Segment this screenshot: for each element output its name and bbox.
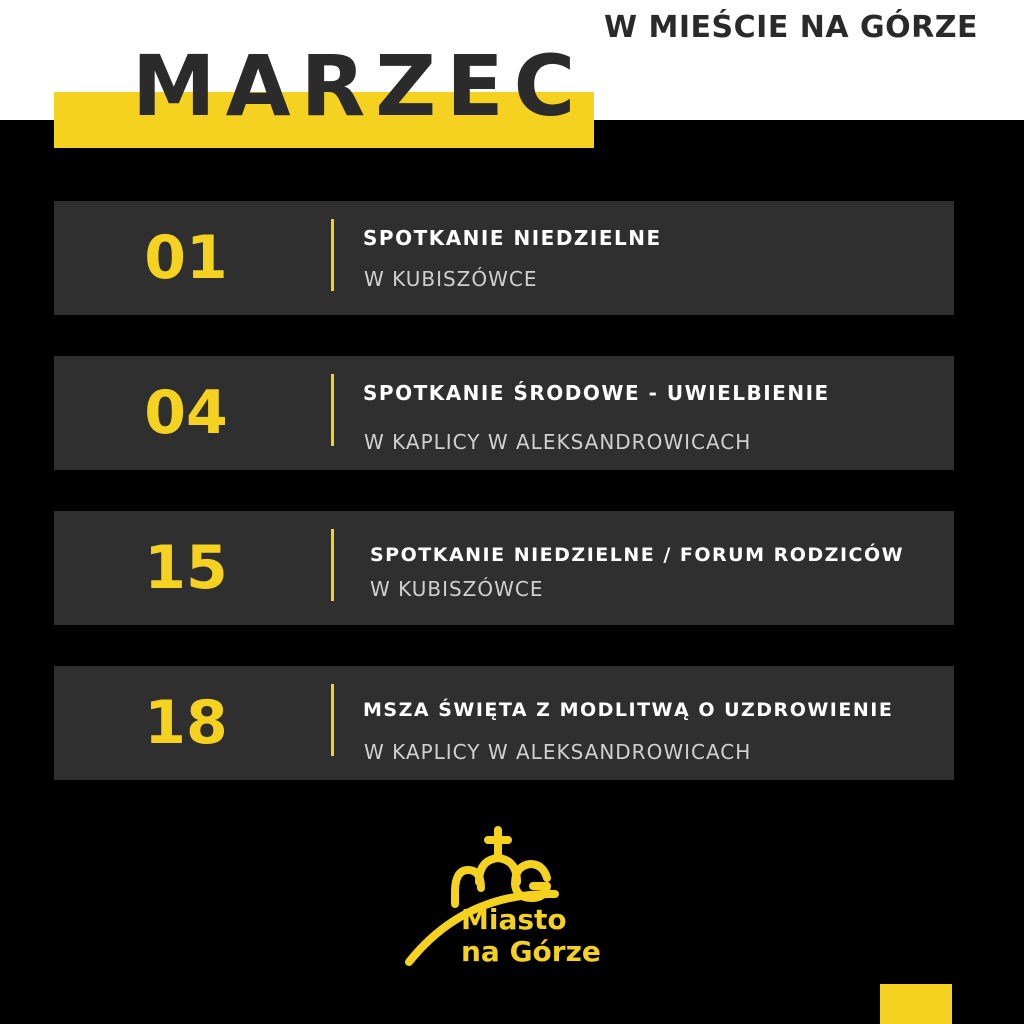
- event-separator: [331, 374, 334, 446]
- event-title: MSZA ŚWIĘTA Z MODLITWĄ O UZDROWIENIE: [363, 699, 894, 721]
- event-day: 15: [144, 533, 228, 603]
- logo: [395, 826, 635, 976]
- event-location: W KAPLICY W ALEKSANDROWICACH: [364, 430, 752, 454]
- event-card: [54, 511, 954, 625]
- event-day: 01: [144, 223, 228, 293]
- event-card: [54, 201, 954, 315]
- event-title: SPOTKANIE NIEDZIELNE / FORUM RODZICÓW: [370, 544, 905, 566]
- page-title: MARZEC: [132, 37, 586, 135]
- event-title: SPOTKANIE ŚRODOWE - UWIELBIENIE: [363, 381, 830, 405]
- event-location: W KUBISZÓWCE: [370, 577, 544, 601]
- event-location: W KUBISZÓWCE: [364, 267, 538, 291]
- event-card: [54, 356, 954, 470]
- logo-text: [461, 904, 601, 968]
- logo-text-line: na Górze: [461, 935, 601, 968]
- event-title: SPOTKANIE NIEDZIELNE: [363, 226, 662, 250]
- event-card: [54, 666, 954, 780]
- event-day: 18: [144, 688, 228, 758]
- logo-text-line: Miasto: [461, 903, 567, 936]
- event-location: W KAPLICY W ALEKSANDROWICACH: [364, 740, 752, 764]
- corner-accent: [880, 984, 952, 1024]
- event-separator: [331, 684, 334, 756]
- event-separator: [331, 219, 334, 291]
- event-separator: [331, 529, 334, 601]
- page-subtitle: W MIEŚCIE NA GÓRZE: [603, 10, 978, 45]
- event-day: 04: [144, 378, 228, 448]
